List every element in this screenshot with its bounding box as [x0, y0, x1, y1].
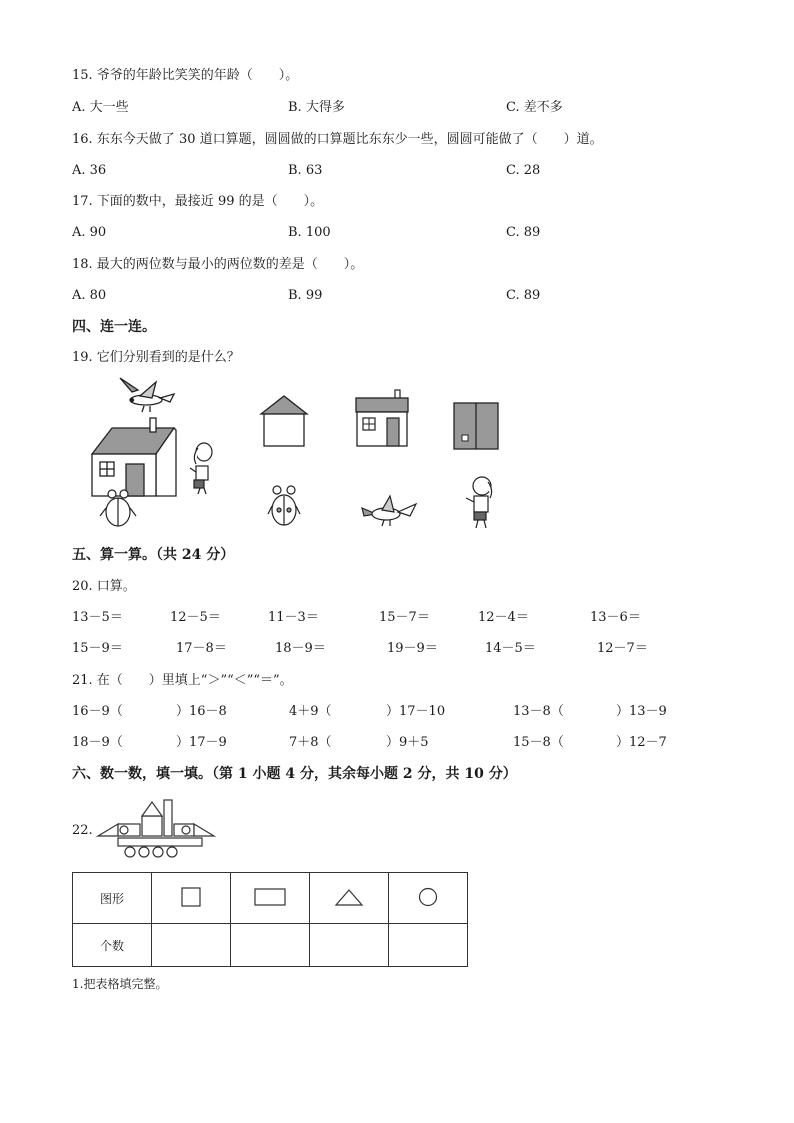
- q21-row2-right: ）9＋5: [386, 735, 429, 750]
- q20-row1-item[interactable]: 12－4＝: [478, 610, 529, 625]
- shape-boat-figure: [96, 796, 220, 860]
- q21-row1-right: ）17－10: [386, 704, 446, 719]
- table-cell-circle: [389, 873, 468, 924]
- q17-option-c[interactable]: C. 89: [506, 225, 541, 240]
- q20-row2-item[interactable]: 14－5＝: [485, 641, 536, 656]
- q22-sub1: 1.把表格填完整。: [72, 977, 168, 991]
- q20-row1-item[interactable]: 13－6＝: [590, 610, 641, 625]
- q15-stem: 15. 爷爷的年龄比笑笑的年龄（ ）。: [72, 68, 299, 83]
- q20-row2-item[interactable]: 18－9＝: [275, 641, 326, 656]
- view-house-front-icon: [353, 388, 411, 450]
- q21-row1-left: 16－9（: [72, 704, 123, 719]
- q15-option-c[interactable]: C. 差不多: [506, 100, 563, 115]
- shape-count-table: [72, 872, 468, 967]
- section-4-title: 四、连一连。: [72, 319, 156, 335]
- q20-row2-item[interactable]: 19－9＝: [387, 641, 438, 656]
- q15-option-a[interactable]: A. 大一些: [72, 100, 129, 115]
- q17-stem: 17. 下面的数中，最接近 99 的是（ ）。: [72, 194, 324, 209]
- q21-row1-right: ）13－9: [616, 704, 667, 719]
- q21-stem: 21. 在（ ）里填上“＞”“＜”“＝”。: [72, 673, 293, 688]
- q17-option-a[interactable]: A. 90: [72, 225, 107, 240]
- q20-row2-item[interactable]: 17－8＝: [176, 641, 227, 656]
- q20-row1-item[interactable]: 12－5＝: [170, 610, 221, 625]
- count-input-square[interactable]: [152, 924, 231, 967]
- q21-row2-left: 15－8（: [513, 735, 564, 750]
- triangle-icon: [334, 887, 364, 907]
- q21-row1-left: 4＋9（: [289, 704, 332, 719]
- q20-row2-item[interactable]: 15－9＝: [72, 641, 123, 656]
- q18-stem: 18. 最大的两位数与最小的两位数的差是（ ）。: [72, 257, 364, 272]
- q21-row2-left: 7＋8（: [289, 735, 332, 750]
- q16-option-a[interactable]: A. 36: [72, 163, 107, 178]
- q20-stem: 20. 口算。: [72, 579, 136, 594]
- q20-row1-item[interactable]: 13－5＝: [72, 610, 123, 625]
- square-icon: [180, 886, 202, 908]
- q17-option-b[interactable]: B. 100: [288, 225, 331, 240]
- q22-number: 22.: [72, 823, 93, 838]
- count-input-rectangle[interactable]: [231, 924, 310, 967]
- q20-row2-item[interactable]: 12－7＝: [597, 641, 648, 656]
- table-header-count: 个数: [73, 924, 152, 967]
- q21-row2-right: ）12－7: [616, 735, 667, 750]
- table-cell-square: [152, 873, 231, 924]
- q18-option-b[interactable]: B. 99: [288, 288, 323, 303]
- rectangle-icon: [253, 886, 287, 908]
- view-house-top-icon: [452, 401, 500, 451]
- section-5-title: 五、算一算。（共 24 分）: [72, 547, 235, 563]
- house-icon: [92, 418, 176, 496]
- count-input-triangle[interactable]: [310, 924, 389, 967]
- dog-icon: [190, 443, 212, 494]
- q18-option-a[interactable]: A. 80: [72, 288, 107, 303]
- bird-viewer-icon: [360, 494, 420, 530]
- q16-option-b[interactable]: B. 63: [288, 163, 323, 178]
- count-input-circle[interactable]: [389, 924, 468, 967]
- q21-row2-left: 18－9（: [72, 735, 123, 750]
- q20-row1-item[interactable]: 15－7＝: [379, 610, 430, 625]
- q21-row1-right: ）16－8: [176, 704, 227, 719]
- table-cell-rectangle: [231, 873, 310, 924]
- q19-stem: 19. 它们分别看到的是什么？: [72, 350, 240, 365]
- q21-row1-left: 13－8（: [513, 704, 564, 719]
- table-header-shape: 图形: [73, 873, 152, 924]
- bird-icon: [120, 378, 174, 412]
- q18-option-c[interactable]: C. 89: [506, 288, 541, 303]
- scene-house-with-animals: [86, 376, 226, 528]
- dog-viewer-icon: [462, 476, 496, 530]
- q16-stem: 16. 东东今天做了 30 道口算题，圆圆做的口算题比东东少一些，圆圆可能做了（ ）道。: [72, 132, 603, 147]
- table-cell-triangle: [310, 873, 389, 924]
- q15-option-b[interactable]: B. 大得多: [288, 100, 345, 115]
- circle-icon: [417, 886, 439, 908]
- section-6-title: 六、数一数，填一填。（第 1 小题 4 分，其余每小题 2 分，共 10 分）: [72, 766, 517, 782]
- q20-row1-item[interactable]: 11－3＝: [268, 610, 319, 625]
- q21-row2-right: ）17－9: [176, 735, 227, 750]
- bug-viewer-icon: [266, 484, 302, 528]
- q16-option-c[interactable]: C. 28: [506, 163, 541, 178]
- view-house-side-icon: [258, 392, 310, 450]
